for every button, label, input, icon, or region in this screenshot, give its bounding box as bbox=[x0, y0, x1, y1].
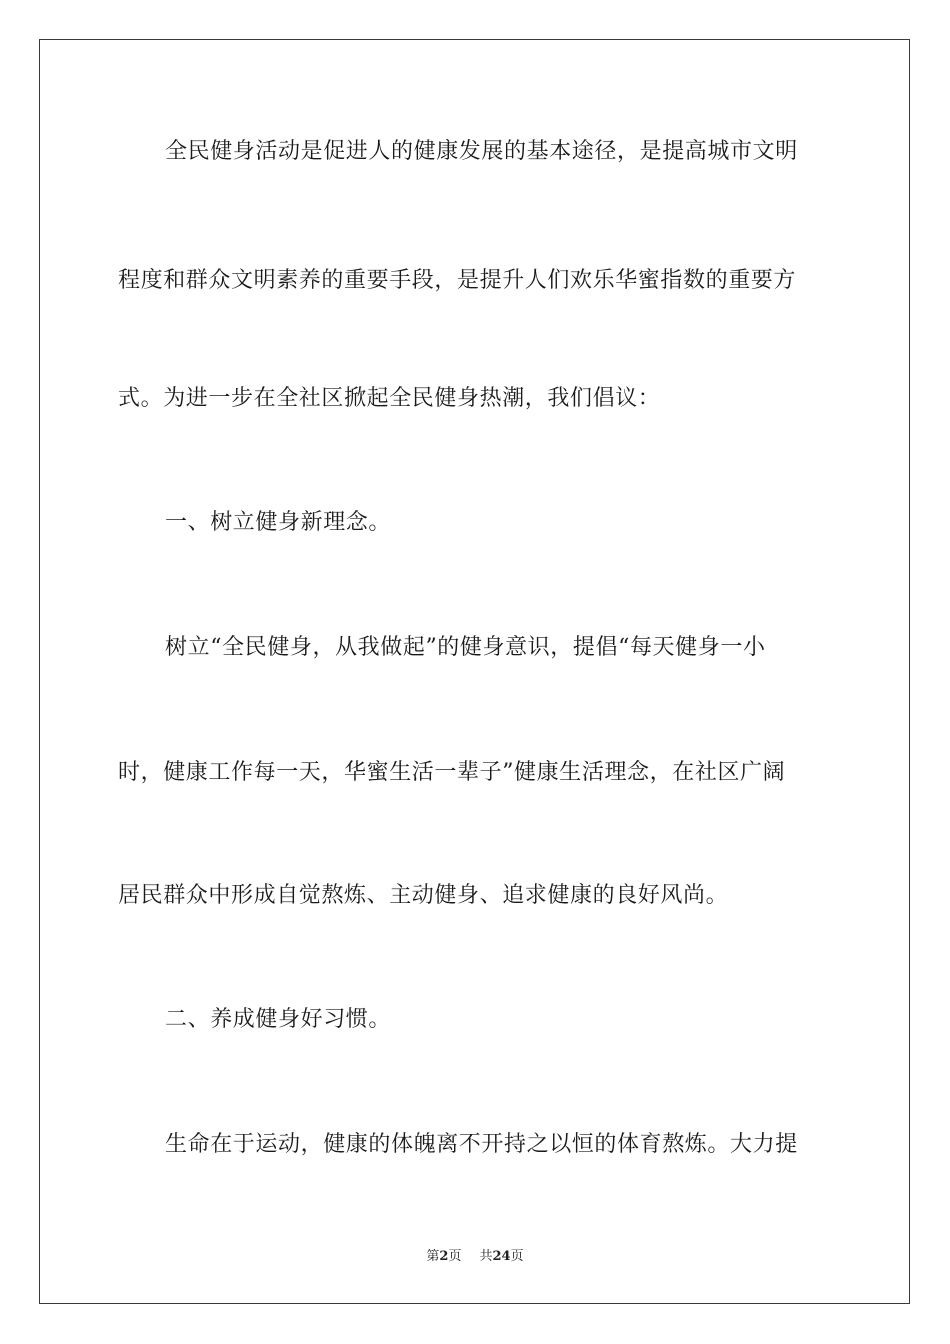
page-footer bbox=[0, 1248, 950, 1266]
footer-total-suffix: 页 bbox=[510, 1249, 524, 1264]
section-heading: 二、养成健身好习惯。 bbox=[165, 1007, 392, 1032]
paragraph-line: 式。为进一步在全社区掀起全民健身热潮，我们倡议： bbox=[118, 386, 661, 411]
paragraph-line: 生命在于运动，健康的体魄离不开持之以恒的体育熬炼。大力提 bbox=[165, 1132, 798, 1157]
paragraph-line: 树立“全民健身，从我做起”的健身意识，提倡“每天健身一小 bbox=[165, 635, 766, 660]
paragraph-line: 全民健身活动是促进人的健康发展的基本途径，是提高城市文明 bbox=[165, 139, 798, 164]
paragraph-line: 程度和群众文明素养的重要手段，是提升人们欢乐华蜜指数的重要方 bbox=[118, 268, 797, 293]
section-heading: 一、树立健身新理念。 bbox=[165, 510, 392, 535]
footer-page-suffix: 页 bbox=[448, 1249, 462, 1264]
footer-total-number: 24 bbox=[492, 1249, 511, 1264]
footer-total-prefix: 共 bbox=[479, 1249, 493, 1264]
paragraph-line: 居民群众中形成自觉熬炼、主动健身、追求健康的良好风尚。 bbox=[118, 883, 729, 908]
page-border bbox=[39, 39, 910, 1304]
paragraph-line: 时，健康工作每一天，华蜜生活一辈子”健康生活理念，在社区广阔 bbox=[118, 760, 786, 785]
footer-page-prefix: 第 bbox=[426, 1249, 440, 1264]
footer-page-number: 2 bbox=[439, 1249, 449, 1264]
